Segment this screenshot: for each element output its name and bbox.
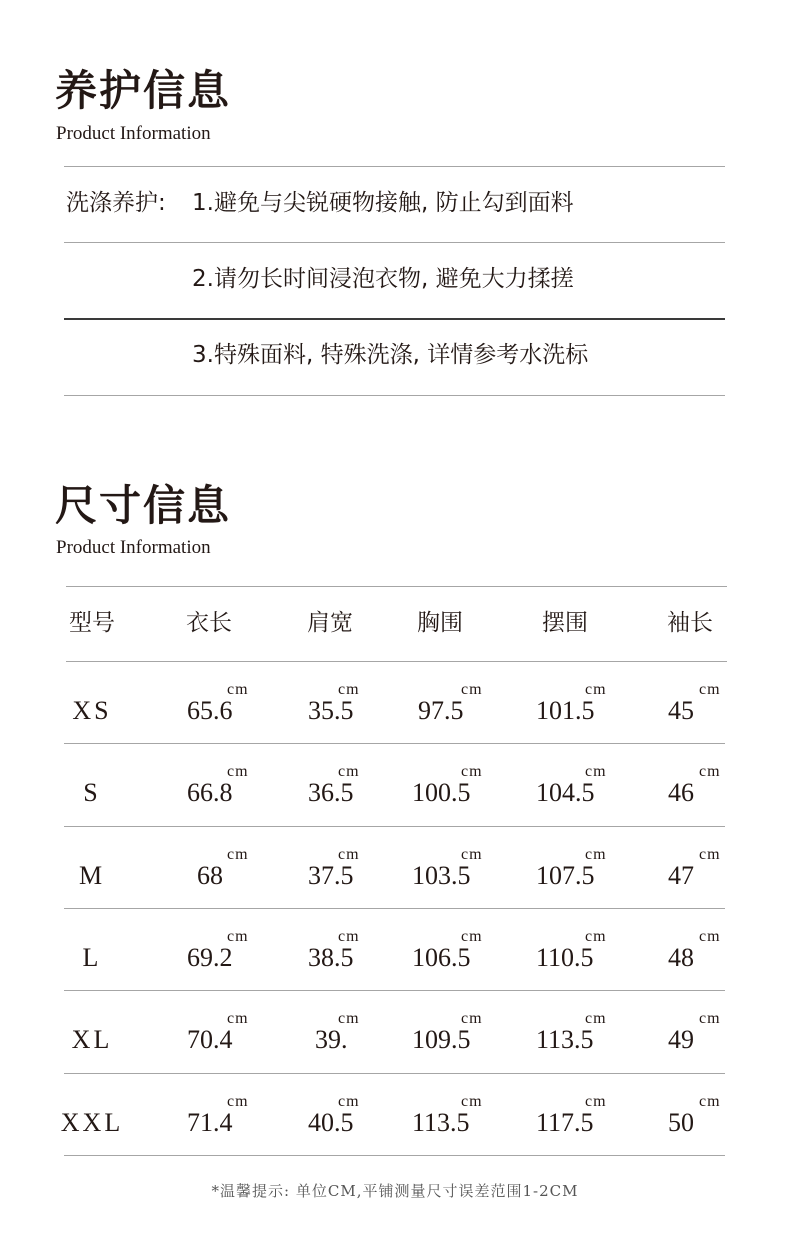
unit-label: cm <box>461 681 483 698</box>
size-table-header-line <box>66 661 727 662</box>
care-divider-2 <box>64 318 725 320</box>
header-hem: 摆围 <box>542 610 588 636</box>
unit-label: cm <box>699 1093 721 1110</box>
measurement-value: 36.5 <box>308 778 354 807</box>
unit-label: cm <box>461 1093 483 1110</box>
size-label: XXL <box>60 1108 124 1137</box>
row-divider <box>64 908 725 909</box>
measurement-value: 107.5 <box>536 861 595 890</box>
unit-label: cm <box>585 681 607 698</box>
row-divider <box>64 1073 725 1074</box>
unit-label: cm <box>461 763 483 780</box>
row-divider <box>64 1155 725 1156</box>
care-label: 洗涤养护: <box>66 190 166 216</box>
unit-label: cm <box>699 1010 721 1027</box>
unit-label: cm <box>461 1010 483 1027</box>
measurement-value: 49 <box>668 1025 694 1054</box>
measurement-value: 65.6 <box>187 696 233 725</box>
unit-label: cm <box>699 928 721 945</box>
row-divider <box>64 990 725 991</box>
measurement-value: 100.5 <box>412 778 471 807</box>
unit-label: cm <box>227 681 249 698</box>
unit-label: cm <box>699 846 721 863</box>
unit-label: cm <box>227 1093 249 1110</box>
unit-label: cm <box>227 928 249 945</box>
row-divider <box>64 743 725 744</box>
footer-note: *温馨提示: 单位CM,平铺测量尺寸误差范围1-2CM <box>211 1182 579 1200</box>
header-shoulder: 肩宽 <box>307 610 353 636</box>
unit-label: cm <box>338 1010 360 1027</box>
unit-label: cm <box>585 1093 607 1110</box>
header-chest: 胸围 <box>417 610 463 636</box>
measurement-value: 38.5 <box>308 943 354 972</box>
size-label: M <box>78 861 106 890</box>
size-label: XL <box>71 1025 113 1054</box>
measurement-value: 46 <box>668 778 694 807</box>
header-sleeve: 袖长 <box>667 610 713 636</box>
unit-label: cm <box>461 846 483 863</box>
measurement-value: 68 <box>197 861 223 890</box>
measurement-value: 35.5 <box>308 696 354 725</box>
measurement-value: 104.5 <box>536 778 595 807</box>
measurement-value: 69.2 <box>187 943 233 972</box>
unit-label: cm <box>461 928 483 945</box>
measurement-value: 37.5 <box>308 861 354 890</box>
header-model: 型号 <box>69 610 115 636</box>
measurement-value: 97.5 <box>418 696 464 725</box>
care-item-2: 2.请勿长时间浸泡衣物, 避免大力揉搓 <box>192 266 574 292</box>
measurement-value: 40.5 <box>308 1108 354 1137</box>
measurement-value: 101.5 <box>536 696 595 725</box>
unit-label: cm <box>585 763 607 780</box>
measurement-value: 48 <box>668 943 694 972</box>
measurement-value: 39. <box>315 1025 348 1054</box>
care-item-1: 1.避免与尖锐硬物接触, 防止勾到面料 <box>192 190 574 216</box>
measurement-value: 45 <box>668 696 694 725</box>
unit-label: cm <box>227 763 249 780</box>
measurement-value: 47 <box>668 861 694 890</box>
care-divider-bottom <box>64 395 725 396</box>
unit-label: cm <box>338 846 360 863</box>
unit-label: cm <box>338 681 360 698</box>
unit-label: cm <box>338 1093 360 1110</box>
size-table-top-line <box>66 586 727 587</box>
measurement-value: 113.5 <box>412 1108 470 1137</box>
measurement-value: 117.5 <box>536 1108 594 1137</box>
measurement-value: 66.8 <box>187 778 233 807</box>
size-section-subtitle: Product Information <box>56 537 211 558</box>
unit-label: cm <box>338 763 360 780</box>
size-section-title: 尺寸信息 <box>55 481 232 530</box>
unit-label: cm <box>699 763 721 780</box>
size-label: L <box>82 943 102 972</box>
unit-label: cm <box>227 1010 249 1027</box>
measurement-value: 50 <box>668 1108 694 1137</box>
care-item-3: 3.特殊面料, 特殊洗涤, 详情参考水洗标 <box>192 342 589 368</box>
size-label: S <box>83 778 101 807</box>
measurement-value: 109.5 <box>412 1025 471 1054</box>
measurement-value: 110.5 <box>536 943 594 972</box>
size-label: XS <box>72 696 112 725</box>
care-section-title: 养护信息 <box>55 66 232 115</box>
header-length: 衣长 <box>186 610 232 636</box>
care-section-subtitle: Product Information <box>56 123 211 144</box>
care-divider-1 <box>64 242 725 243</box>
unit-label: cm <box>585 928 607 945</box>
unit-label: cm <box>338 928 360 945</box>
unit-label: cm <box>699 681 721 698</box>
unit-label: cm <box>585 846 607 863</box>
care-divider-top <box>64 166 725 167</box>
measurement-value: 71.4 <box>187 1108 233 1137</box>
measurement-value: 113.5 <box>536 1025 594 1054</box>
row-divider <box>64 826 725 827</box>
measurement-value: 103.5 <box>412 861 471 890</box>
unit-label: cm <box>227 846 249 863</box>
measurement-value: 106.5 <box>412 943 471 972</box>
unit-label: cm <box>585 1010 607 1027</box>
measurement-value: 70.4 <box>187 1025 233 1054</box>
